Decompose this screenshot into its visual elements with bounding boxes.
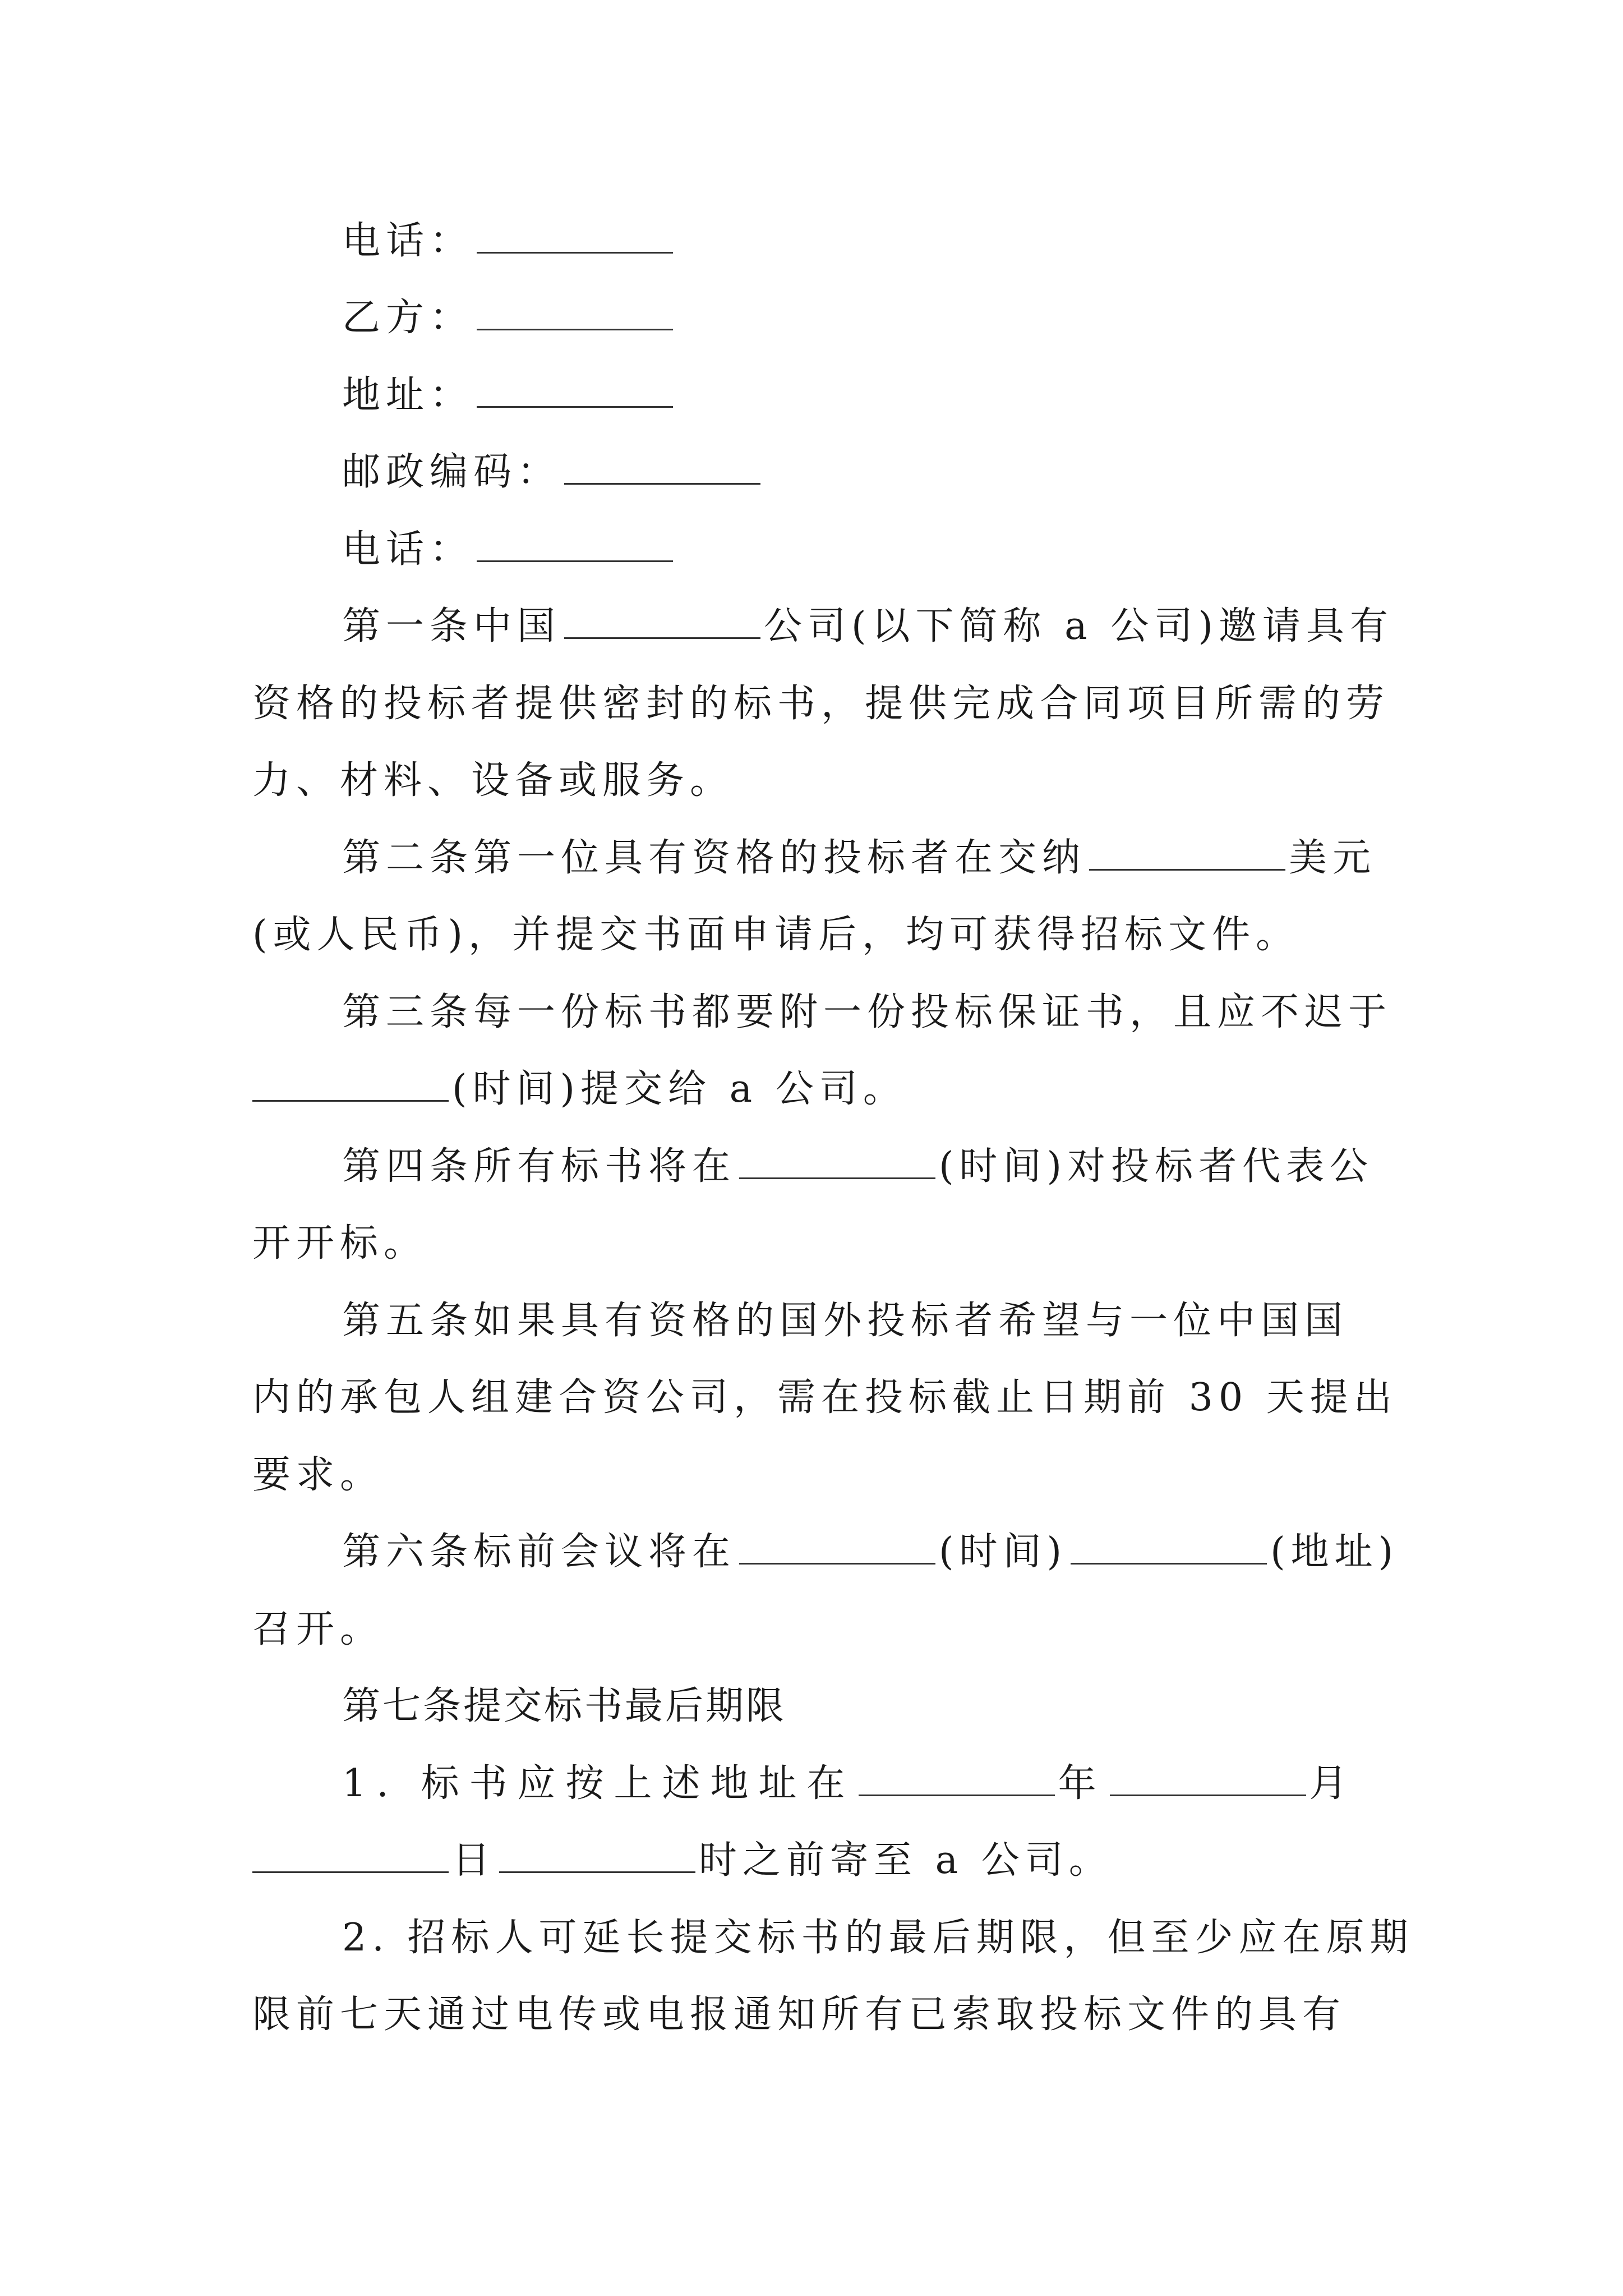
article-4-text-a: 第四条所有标书将在 <box>342 1144 736 1189</box>
article-4-line-2: 开开标。 <box>252 1221 428 1266</box>
article-7-item-1-text-a: 1. 标书应按上述地址在 <box>342 1761 855 1806</box>
article-7-item-1-line-1 <box>342 1759 1408 1809</box>
blank-line <box>477 218 673 254</box>
field-phone-1-label: 电话： <box>342 219 474 263</box>
article-5-line-3: 要求。 <box>252 1453 384 1497</box>
field-phone-1 <box>342 216 1408 266</box>
article-1-text-a: 第一条中国 <box>342 604 561 648</box>
article-7-item-2-line-2: 限前七天通过电传或电报通知所有已索取投标文件的具有 <box>252 1993 1347 2037</box>
article-3-text: (时间)提交给 a 公司。 <box>452 1067 907 1111</box>
field-party-b <box>342 293 1408 343</box>
article-1-line-2: 资格的投标者提供密封的标书，提供完成合同项目所需的劳 <box>252 682 1390 726</box>
blank-line <box>564 449 760 485</box>
blank-line <box>477 527 673 562</box>
field-phone-2-label: 电话： <box>342 527 474 572</box>
article-1-line-1 <box>342 601 1408 652</box>
blank-line <box>252 1838 449 1873</box>
article-6-text-b: (时间) <box>939 1530 1068 1574</box>
field-address-label: 地址： <box>342 373 474 417</box>
article-3-line-2 <box>252 1064 1402 1115</box>
article-5-line-1: 第五条如果具有资格的国外投标者希望与一位中国国 <box>342 1299 1349 1343</box>
article-6-line-1 <box>342 1527 1408 1577</box>
article-7-title: 第七条提交标书最后期限 <box>342 1684 787 1728</box>
article-2-line-2: (或人民币)，并提交书面申请后，均可获得招标文件。 <box>252 913 1300 957</box>
blank-line <box>564 604 760 639</box>
article-7-item-1-text-e: 时之前寄至 a 公司。 <box>699 1838 1113 1883</box>
article-4-text-b: (时间)对投标者代表公 <box>939 1144 1374 1189</box>
blank-line <box>1110 1761 1306 1796</box>
blank-line <box>1071 1529 1267 1565</box>
field-address <box>342 370 1408 421</box>
field-postal-code-label: 邮政编码： <box>342 450 561 494</box>
article-6-line-2: 召开。 <box>252 1607 384 1651</box>
blank-line <box>1089 835 1285 871</box>
article-1-text-b: 公司(以下简称 a 公司)邀请具有 <box>764 604 1394 648</box>
article-4-line-1 <box>342 1142 1408 1192</box>
blank-line <box>499 1838 695 1873</box>
article-2-line-1 <box>342 833 1408 884</box>
article-7-item-1-line-2 <box>252 1835 1402 1886</box>
blank-line <box>739 1529 935 1565</box>
article-7-item-2-line-1: 2. 招标人可延长提交标书的最后期限，但至少应在原期 <box>342 1916 1414 1960</box>
article-1-line-3: 力、材料、设备或服务。 <box>252 758 734 803</box>
blank-line <box>477 295 673 330</box>
article-7-item-1-text-d: 日 <box>452 1838 496 1883</box>
article-6-text-a: 第六条标前会议将在 <box>342 1530 736 1574</box>
field-party-b-label: 乙方： <box>342 296 474 340</box>
blank-line <box>252 1066 449 1102</box>
article-5-line-2: 内的承包人组建合资公司，需在投标截止日期前 30 天提出 <box>252 1375 1398 1420</box>
article-6-text-c: (地址) <box>1270 1530 1399 1574</box>
article-2-text-a: 第二条第一位具有资格的投标者在交纳 <box>342 836 1086 880</box>
blank-line <box>477 372 673 408</box>
field-postal-code <box>342 447 1408 498</box>
blank-line <box>739 1144 935 1179</box>
field-phone-2 <box>342 524 1408 575</box>
article-2-text-b: 美元 <box>1289 836 1377 880</box>
article-7-item-1-text-b: 年 <box>1058 1761 1106 1806</box>
blank-line <box>859 1761 1055 1796</box>
article-3-line-1: 第三条每一份标书都要附一份投标保证书，且应不迟于 <box>342 990 1393 1034</box>
article-7-item-1-text-c: 月 <box>1309 1761 1358 1806</box>
